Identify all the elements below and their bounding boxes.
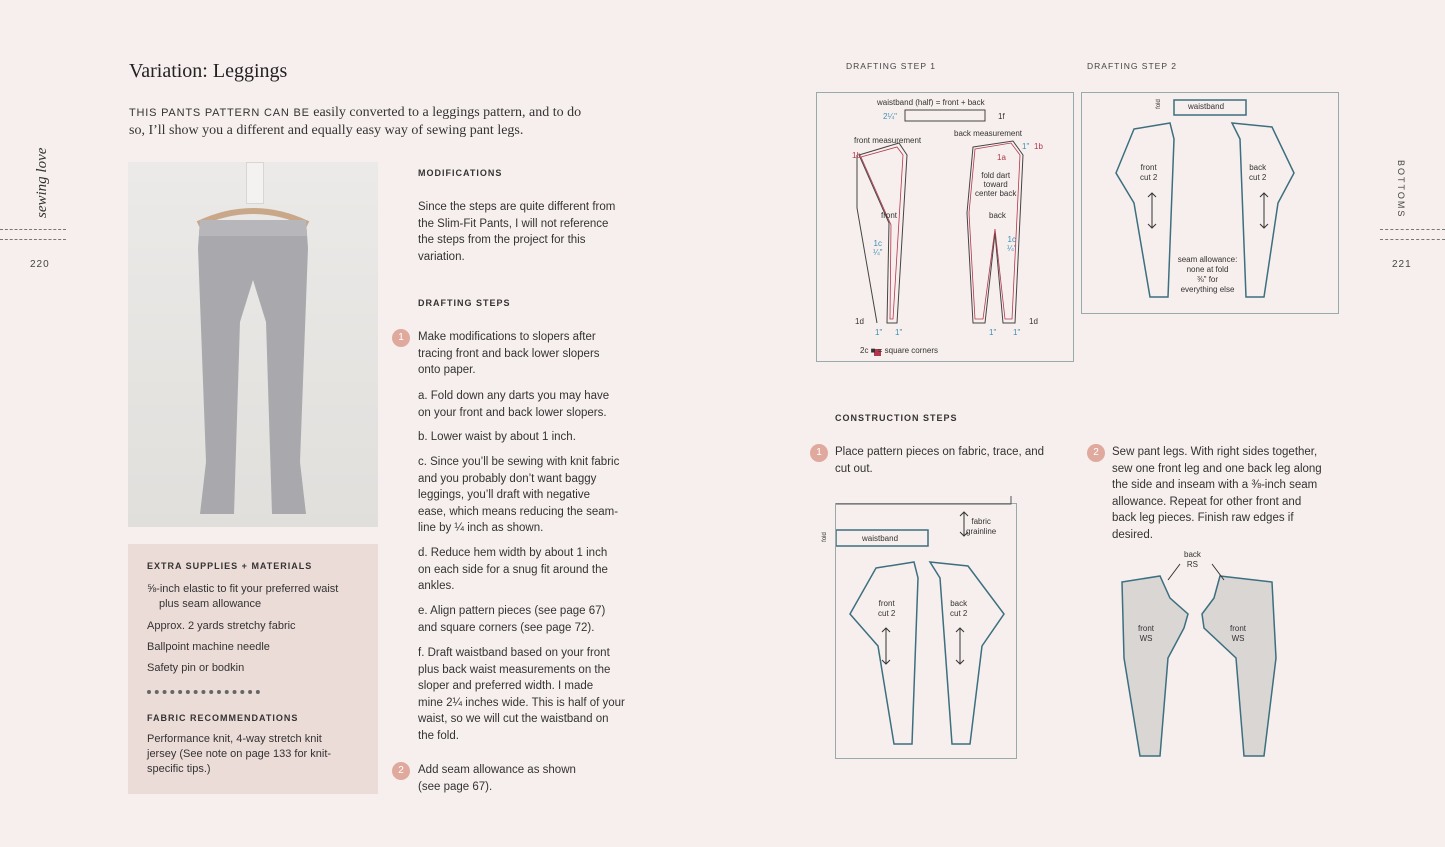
d1-waistband-label: waistband (half) = front + back	[877, 98, 985, 107]
intro-text: easily converted to a leggings pattern, and to do so, I’ll show you a different and equally easy way of sewing pant legs.	[129, 105, 582, 138]
leggings-photo	[128, 162, 378, 527]
step-number: 1	[810, 444, 828, 462]
construction-diagram-1	[821, 503, 1017, 759]
drafting-step-a: a. Fold down any darts you may have on your front and back lower slopers.	[418, 390, 610, 419]
d1-hem-4: 1"	[1013, 328, 1021, 337]
modifications-text: Since the steps are quite different from the Slim-Fit Pants, I will not reference the steps from the project for this variation.	[418, 201, 616, 263]
spine-right	[1392, 160, 1412, 230]
drafting-step-2-label: DRAFTING STEP 2	[1087, 61, 1177, 71]
spine-title: sewing love	[34, 147, 50, 218]
d3-grainline-label: fabric grainline	[966, 517, 997, 536]
page-number-left: 220	[30, 259, 50, 270]
modifications-heading: MODIFICATIONS	[418, 168, 503, 178]
d1-back-meas: back measurement	[954, 129, 1023, 138]
d1-1c-front: 1c ¼"	[873, 239, 883, 257]
spine-left	[28, 132, 58, 222]
fabric-line: Performance knit, 4-way stretch knit	[147, 733, 322, 745]
d4-back-rs: back RS	[1184, 550, 1201, 569]
d1-1d-back: 1d	[1029, 317, 1038, 326]
d1-hem-2: 1"	[895, 328, 903, 337]
d4-front-ws-right: front WS	[1230, 624, 1247, 643]
d1-fold-dart: fold dart toward center back	[975, 171, 1017, 198]
drafting-diagram-2	[1081, 92, 1339, 314]
d3-front-label: front cut 2	[878, 599, 896, 618]
d1-1b-label-back: 1b	[1034, 142, 1043, 151]
drafting-step-f: f. Draft waistband based on your front plus back waist measurements on the sloper and preferred width. I made mine 2¼ inches wide. This is half of your waist, so we will cut the waistband on the fold.	[418, 647, 625, 742]
d3-waistband-label: waistband	[862, 534, 899, 543]
d3-fold-label: fold	[821, 532, 828, 542]
d1-hem-1: 1"	[875, 328, 883, 337]
drafting-step-1-label: DRAFTING STEP 1	[846, 61, 936, 71]
fabric-line: specific tips.)	[147, 763, 211, 775]
step-number: 2	[1087, 444, 1105, 462]
d1-1c-back: 1c ¼"	[1007, 235, 1017, 253]
d2-front-label: front cut 2	[1140, 163, 1158, 182]
d1-back-label: back	[989, 211, 1006, 220]
d1-hem-3: 1"	[989, 328, 997, 337]
construction-heading: CONSTRUCTION STEPS	[835, 413, 958, 423]
construction-diagram-2	[1110, 548, 1290, 760]
construction-step-1: Place pattern pieces on fabric, trace, and cut out.	[835, 446, 1045, 475]
d1-square-legend: 2c ■ = square corners	[860, 346, 938, 355]
drafting-step-b: b. Lower waist by about 1 inch.	[418, 431, 576, 443]
supply-item: Safety pin or bodkin	[147, 662, 245, 674]
d1-one-inch: 1"	[1022, 142, 1030, 151]
drafting-heading: DRAFTING STEPS	[418, 298, 511, 308]
spine-right-label: BOTTOMS	[1396, 160, 1406, 219]
step-number: 1	[392, 329, 410, 347]
d4-front-ws-left: front WS	[1138, 624, 1155, 643]
d2-fold-label: fold	[1155, 99, 1162, 109]
d1-front-label: front	[881, 211, 898, 220]
d2-back-label: back cut 2	[1249, 163, 1267, 182]
fabric-line: jersey (See note on page 133 for knit-	[147, 748, 332, 760]
drafting-step-d: d. Reduce hem width by about 1 inch on each side for a snug fit around the ankles.	[418, 547, 608, 592]
supply-item: plus seam allowance	[159, 598, 262, 610]
d2-waistband-label: waistband	[1188, 102, 1225, 111]
d1-1f-label: 1f	[998, 112, 1005, 121]
supplies-heading: EXTRA SUPPLIES + MATERIALS	[147, 561, 313, 571]
d1-front-meas: front measurement	[854, 136, 922, 145]
diagram-4-drawing	[1110, 548, 1290, 760]
supply-item: ⅝-inch elastic to fit your preferred waist	[147, 583, 339, 595]
drafting-step-c: c. Since you’ll be sewing with knit fabric and you probably don’t want baggy leggings, you’ll draft with negative ease, which means reducing the seam- line by ¼ inch as shown.	[418, 456, 620, 534]
page-title: Variation: Leggings	[129, 60, 288, 82]
drafting-step-1: Make modifications to slopers after tracing front and back lower slopers onto paper.	[418, 331, 600, 376]
drafting-diagram-1	[816, 92, 1074, 362]
supply-item: Ballpoint machine needle	[147, 641, 270, 653]
fabric-heading: FABRIC RECOMMENDATIONS	[147, 713, 299, 723]
drafting-step-e: e. Align pattern pieces (see page 67) and square corners (see page 72).	[418, 605, 606, 634]
d1-1b-label: 1b	[852, 151, 861, 160]
divider-left	[0, 229, 66, 240]
divider-right	[1380, 229, 1445, 240]
intro-caps: THIS PANTS PATTERN CAN BE	[129, 107, 310, 119]
d1-1d-front: 1d	[855, 317, 864, 326]
leggings-illustration	[128, 162, 378, 527]
step-number: 2	[392, 762, 410, 780]
supplies-box	[128, 544, 378, 794]
supplies-divider	[147, 690, 260, 699]
drafting-step-2: Add seam allowance as shown (see page 67).	[418, 764, 576, 793]
d3-back-label: back cut 2	[950, 599, 968, 618]
d1-width-label: 2¼"	[883, 112, 897, 121]
supply-item: Approx. 2 yards stretchy fabric	[147, 620, 296, 632]
d1-1a-label: 1a	[997, 153, 1006, 162]
construction-step-2: Sew pant legs. With right sides together, sew one front leg and one back leg along the side and inseam with a ⅜-inch seam allowance. Repeat for other front and back leg pieces. Finish raw edges if desired.	[1112, 446, 1322, 541]
page-number-right: 221	[1392, 259, 1412, 270]
intro-paragraph	[129, 104, 599, 140]
d2-seam-label: seam allowance: none at fold ⅜" for everything else	[1177, 255, 1238, 294]
